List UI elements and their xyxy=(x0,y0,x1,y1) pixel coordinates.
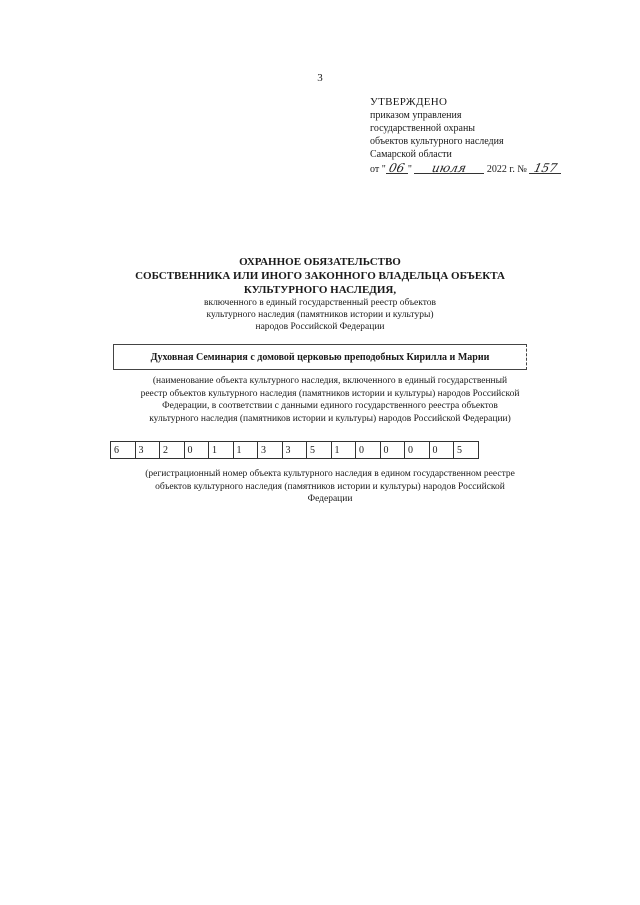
reg-digit: 5 xyxy=(307,442,332,459)
approval-line: объектов культурного наследия xyxy=(370,136,504,147)
title-line: ОХРАННОЕ ОБЯЗАТЕЛЬСТВО xyxy=(239,256,401,268)
title-line: КУЛЬТУРНОГО НАСЛЕДИЯ, xyxy=(243,284,397,296)
approval-line: государственной охраны xyxy=(370,123,476,134)
approval-line: приказом управления xyxy=(370,110,462,121)
document-subtitle xyxy=(0,297,640,333)
subtitle-line: культурного наследия (памятников истории и культуры) xyxy=(206,310,434,320)
caption-line: культурного наследия (памятников истории и культуры) народов Российской Федерации) xyxy=(149,413,511,424)
caption-line: (регистрационный номер объекта культурного наследия в едином государственном реестре xyxy=(145,469,515,479)
caption-line: Федерации, в соответствии с данными единого государственного реестра объектов xyxy=(162,401,498,411)
caption-line: реестр объектов культурного наследия (памятников истории и культуры) народов Российской xyxy=(140,388,520,399)
document-title xyxy=(0,255,640,297)
reg-digit: 0 xyxy=(405,442,430,459)
reg-digit: 6 xyxy=(111,442,136,459)
reg-digit: 5 xyxy=(454,442,479,459)
approval-date-line xyxy=(370,162,561,176)
handwritten-number: 157 xyxy=(532,161,559,175)
object-name-box xyxy=(113,344,527,370)
registration-number-caption xyxy=(110,468,550,506)
reg-digit: 3 xyxy=(282,442,307,459)
handwritten-day: 06 xyxy=(387,161,407,175)
date-year: 2022 г. № xyxy=(486,164,527,175)
reg-digit: 2 xyxy=(160,442,185,459)
reg-digit: 1 xyxy=(233,442,258,459)
registration-number-row xyxy=(111,442,479,459)
approval-stamp xyxy=(370,96,561,176)
object-name-caption xyxy=(110,375,550,425)
reg-digit: 1 xyxy=(331,442,356,459)
approval-line: Самарской области xyxy=(370,149,452,160)
page-number: 3 xyxy=(317,72,323,84)
reg-digit: 0 xyxy=(356,442,381,459)
caption-line: (наименование объекта культурного наследия, включенного в единый государственный xyxy=(152,376,508,386)
reg-digit: 0 xyxy=(429,442,454,459)
date-quote: " xyxy=(407,164,412,175)
reg-digit: 0 xyxy=(380,442,405,459)
reg-digit: 1 xyxy=(209,442,234,459)
reg-digit: 3 xyxy=(258,442,283,459)
date-prefix: от " xyxy=(370,164,386,175)
subtitle-line: народов Российской Федерации xyxy=(255,322,385,332)
subtitle-line: включенного в единый государственный реестр объектов xyxy=(203,298,437,308)
reg-digit: 3 xyxy=(135,442,160,459)
caption-line: объектов культурного наследия (памятников истории и культуры) народов Российской xyxy=(155,481,505,492)
object-name: Духовная Семинария с домовой церковью преподобных Кирилла и Марии xyxy=(150,351,490,363)
registration-number-table xyxy=(110,441,479,459)
reg-digit: 0 xyxy=(184,442,209,459)
approval-heading: УТВЕРЖДЕНО xyxy=(370,96,448,108)
caption-line: Федерации xyxy=(307,494,353,504)
handwritten-month: июля xyxy=(431,161,468,175)
title-line: СОБСТВЕННИКА ИЛИ ИНОГО ЗАКОННОГО ВЛАДЕЛЬЦА ОБЪЕКТА xyxy=(135,270,505,282)
